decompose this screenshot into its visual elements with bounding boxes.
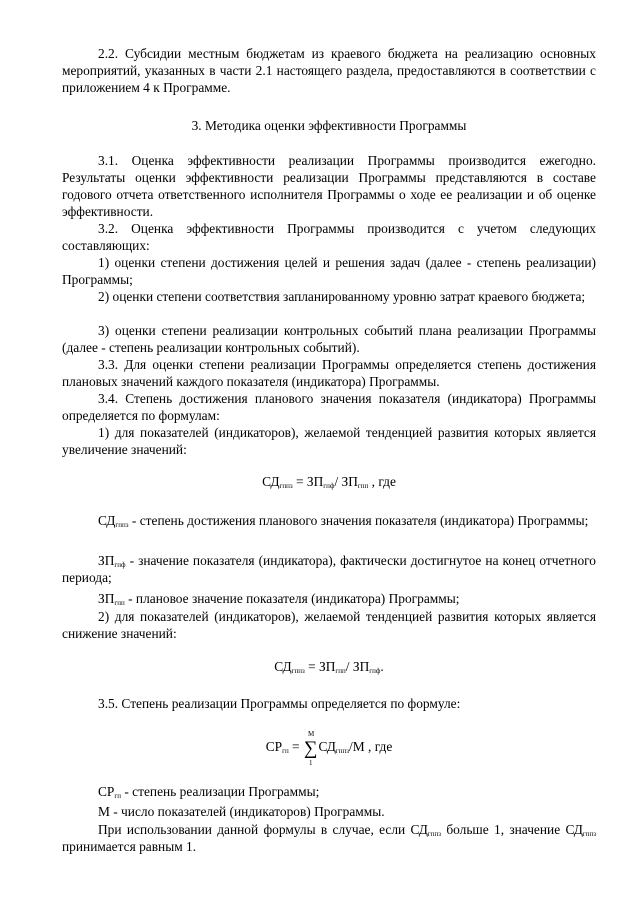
- variable-cp: $СР_{гп}$: [98, 784, 122, 800]
- section-3-heading: 3. Методика оценки эффективности Программы: [191, 118, 467, 133]
- paragraph-3-1: 3.1. Оценка эффективности реализации Программы производится ежегодно. Результаты оценки эффективности реализации Программы представляются в составе годового отчета ответственного исполнителя Программы о ходе ее реализации и об оценке эффективности.: [62, 153, 596, 219]
- case-1-text: 1) для показателей (индикаторов), желаемой тенденцией развития которых является увеличение значений:: [62, 425, 596, 457]
- case-2-text: 2) для показателей (индикаторов), желаемой тенденцией развития которых является снижение значений:: [62, 609, 596, 641]
- paragraph-3-3: 3.3. Для оценки степени реализации Программы определяется степень достижения плановых значений каждого показателя (индикатора) Программы.: [62, 357, 596, 389]
- formula-program: $СР_{гп}$ = ∑ М 1 $СД_{гппз}/М$ , где: [265, 730, 393, 767]
- sum-symbol: ∑ М 1: [303, 730, 318, 767]
- paragraph-3-5: 3.5. Степень реализации Программы определяется по формуле:: [98, 696, 461, 711]
- definition-sd: $СД_{гппз}$ - степень достижения планового значения показателя (индикатора) Программы;: [98, 513, 589, 529]
- definition-zp-fact: $ЗП_{гпф}$ - значение показателя (индикатора), фактически достигнутое на конец отчетного периода;: [62, 553, 596, 585]
- list-item-2: 2) оценки степени соответствия запланированному уровню затрат краевого бюджета;: [98, 289, 586, 304]
- paragraph-2-2: 2.2. Субсидии местным бюджетам из краевого бюджета на реализацию основных мероприятий, указанных в части 2.1 настоящего раздела, предоставляются в соответствии с приложением 4 к Программе.: [62, 46, 596, 95]
- definition-cp: $СР_{гп}$ - степень реализации Программы;: [98, 784, 320, 800]
- list-item-3: 3) оценки степени реализации контрольных событий плана реализации Программы (далее - степень реализации контрольных событий).: [62, 323, 596, 355]
- formula-decrease: $СД_{гппз} = ЗП_{гпп}/$ $ЗП_{гпф}$.: [274, 659, 384, 675]
- variable-zp-fact: $ЗП_{гпф}$: [98, 553, 126, 569]
- variable-zp-plan: $ЗП_{гпп}$: [98, 591, 125, 607]
- variable-sd: $СД_{гппз}$: [98, 513, 129, 529]
- paragraph-3-4: 3.4. Степень достижения планового значения показателя (индикатора) Программы определяется по формулам:: [62, 391, 596, 423]
- list-item-1: 1) оценки степени достижения целей и решения задач (далее - степень реализации) Программы;: [62, 255, 596, 287]
- formula-increase: $СД_{гппз} = ЗП_{гпф}/$ $ЗП_{гпп}$ , где: [262, 474, 396, 490]
- definition-zp-plan: $ЗП_{гпп}$ - плановое значение показателя (индикатора) Программы;: [98, 591, 460, 607]
- paragraph-3-2: 3.2. Оценка эффективности Программы производится с учетом следующих составляющих:: [62, 221, 596, 253]
- definition-m: М - число показателей (индикаторов) Программы.: [98, 804, 385, 819]
- final-paragraph: При использовании данной формулы в случае, если $СД_{гппз}$ больше 1, значение $СД_{гппз}$ принимается равным 1.: [62, 822, 596, 854]
